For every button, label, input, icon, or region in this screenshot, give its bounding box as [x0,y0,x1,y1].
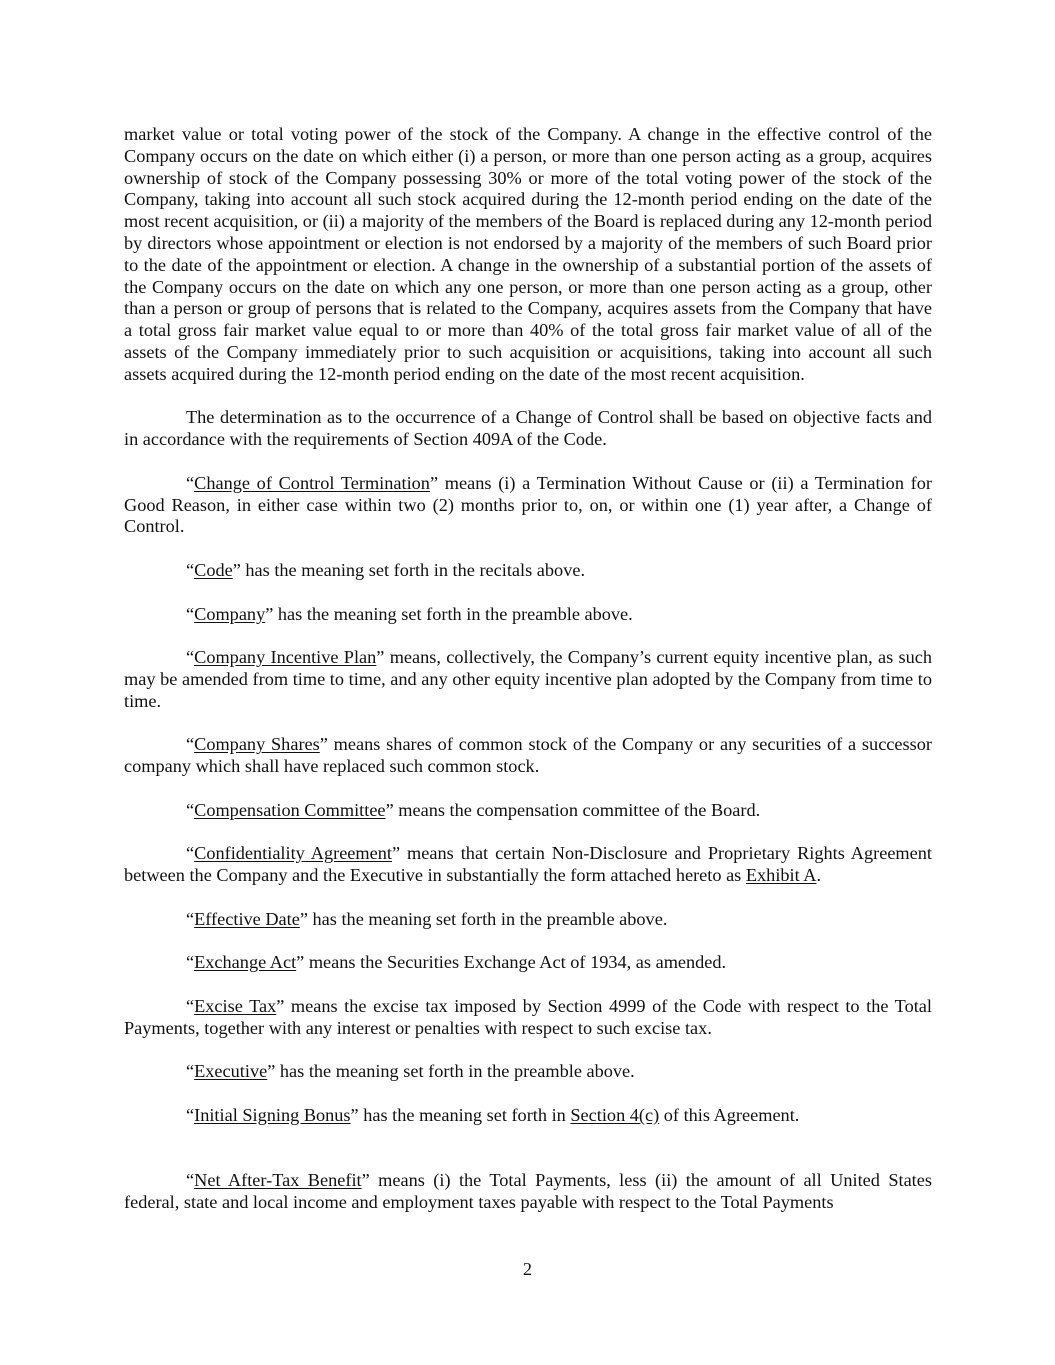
paragraph-text: ” means the excise tax imposed by Section 4999 of the Code with respect to the Total Payments, together with any interest or penalties with respect to such excise tax. [124,995,932,1038]
defined-term: Exhibit A [745,865,817,886]
paragraph-text: ” means that certain Non-Disclosure and Proprietary Rights Agreement between the Company and the Executive in substantially the form attached hereto as [124,843,932,886]
defined-term: Effective Date [194,908,300,929]
paragraph [124,560,932,582]
paragraph-text: ” means shares of common stock of the Company or any securities of a successor company which shall have replaced such common stock. [124,734,932,777]
defined-term: Company Incentive Plan [194,647,377,668]
paragraph-text: “ [186,734,195,755]
paragraph [124,800,932,822]
paragraph-text: market value or total voting power of the stock of the Company. A change in the effective control of the Company occurs on the date on which either (i) a person, or more than one person acting as a group, acquires ownership of stock of the Company possessing 30% or more of the total voting power of the stock of the Company, taking into account all such stock acquired during the 12-month period ending on the date of the most recent acquisition, or (ii) a majority of the members of the Board is replaced during any 12-month period by directors whose appointment or election is not endorsed by a majority of the members of such Board prior to the date of the appointment or election. A change in the ownership of a substantial portion of the assets of the Company occurs on the date on which any one person, or more than one person acting as a group, other than a person or group of persons that is related to the Company, acquires assets from the Company that have a total gross fair market value equal to or more than 40% of the total gross fair market value of all of the assets of the Company immediately prior to such acquisition or acquisitions, taking into account all such assets acquired during the 12-month period ending on the date of the most recent acquisition. [124,124,932,384]
defined-term: Change of Control Termination [194,472,430,493]
paragraph-text: “ [186,952,195,973]
paragraph [124,952,932,974]
paragraph [124,647,932,712]
paragraph [124,1061,932,1083]
paragraph-text: “ [186,1104,195,1125]
paragraph-text: . [816,865,822,886]
paragraph-text: “ [186,472,195,493]
paragraph-text: ” has the meaning set forth in [350,1104,571,1125]
paragraph [124,734,932,778]
paragraph-text: “ [186,647,195,668]
paragraph-text: “ [186,603,195,624]
paragraph-text: ” means the compensation committee of the Board. [385,799,761,820]
defined-term: Confidentiality Agreement [194,843,392,864]
paragraph-text: ” has the meaning set forth in the recitals above. [232,559,586,580]
defined-term: Executive [194,1061,268,1082]
paragraph-text: of this Agreement. [659,1104,800,1125]
paragraph-text: ” has the meaning set forth in the preamble above. [265,603,633,624]
paragraph [124,996,932,1040]
paragraph-text: The determination as to the occurrence of a Change of Control shall be based on objective facts and in accordance with the requirements of Section 409A of the Code. [124,407,932,450]
paragraph [124,407,932,451]
paragraph-text: “ [186,1170,195,1191]
paragraph [124,604,932,626]
paragraph-text: “ [186,1061,195,1082]
paragraph-text: “ [186,843,195,864]
defined-term: Net After-Tax Benefit [194,1170,362,1191]
paragraph [124,1105,932,1127]
paragraph-text: ” has the meaning set forth in the preamble above. [299,908,668,929]
defined-term: Initial Signing Bonus [194,1104,351,1125]
paragraph [124,1170,932,1214]
paragraph [124,473,932,538]
paragraph-text: “ [186,995,195,1016]
paragraph-text: ” means the Securities Exchange Act of 1934, as amended. [296,952,727,973]
paragraph [124,124,932,386]
paragraph-text: ” has the meaning set forth in the preamble above. [267,1061,635,1082]
paragraph-text: ” means (i) the Total Payments, less (ii) the amount of all United States federal, state and local income and employment taxes payable with respect to the Total Payments [124,1170,932,1213]
defined-term: Exchange Act [194,952,297,973]
paragraph-text: “ [186,559,195,580]
defined-term: Company Shares [194,734,320,755]
paragraph-text: ” means, collectively, the Company’s current equity incentive plan, as such may be amended from time to time, and any other equity incentive plan adopted by the Company from time to time. [124,647,932,711]
page-number: 2 [522,1259,533,1279]
paragraph [124,909,932,931]
defined-term: Section 4(c) [570,1104,660,1125]
defined-term: Excise Tax [194,995,277,1016]
paragraph [124,843,932,887]
defined-term: Company [194,603,266,624]
defined-term: Code [194,559,233,580]
defined-term: Compensation Committee [194,799,386,820]
paragraph-text: “ [186,908,195,929]
paragraph-text: “ [186,799,195,820]
document-body [124,124,932,1214]
paragraph-text: ” means (i) a Termination Without Cause or (ii) a Termination for Good Reason, in either case within two (2) months prior to, on, or within one (1) year after, a Change of Control. [124,472,932,537]
